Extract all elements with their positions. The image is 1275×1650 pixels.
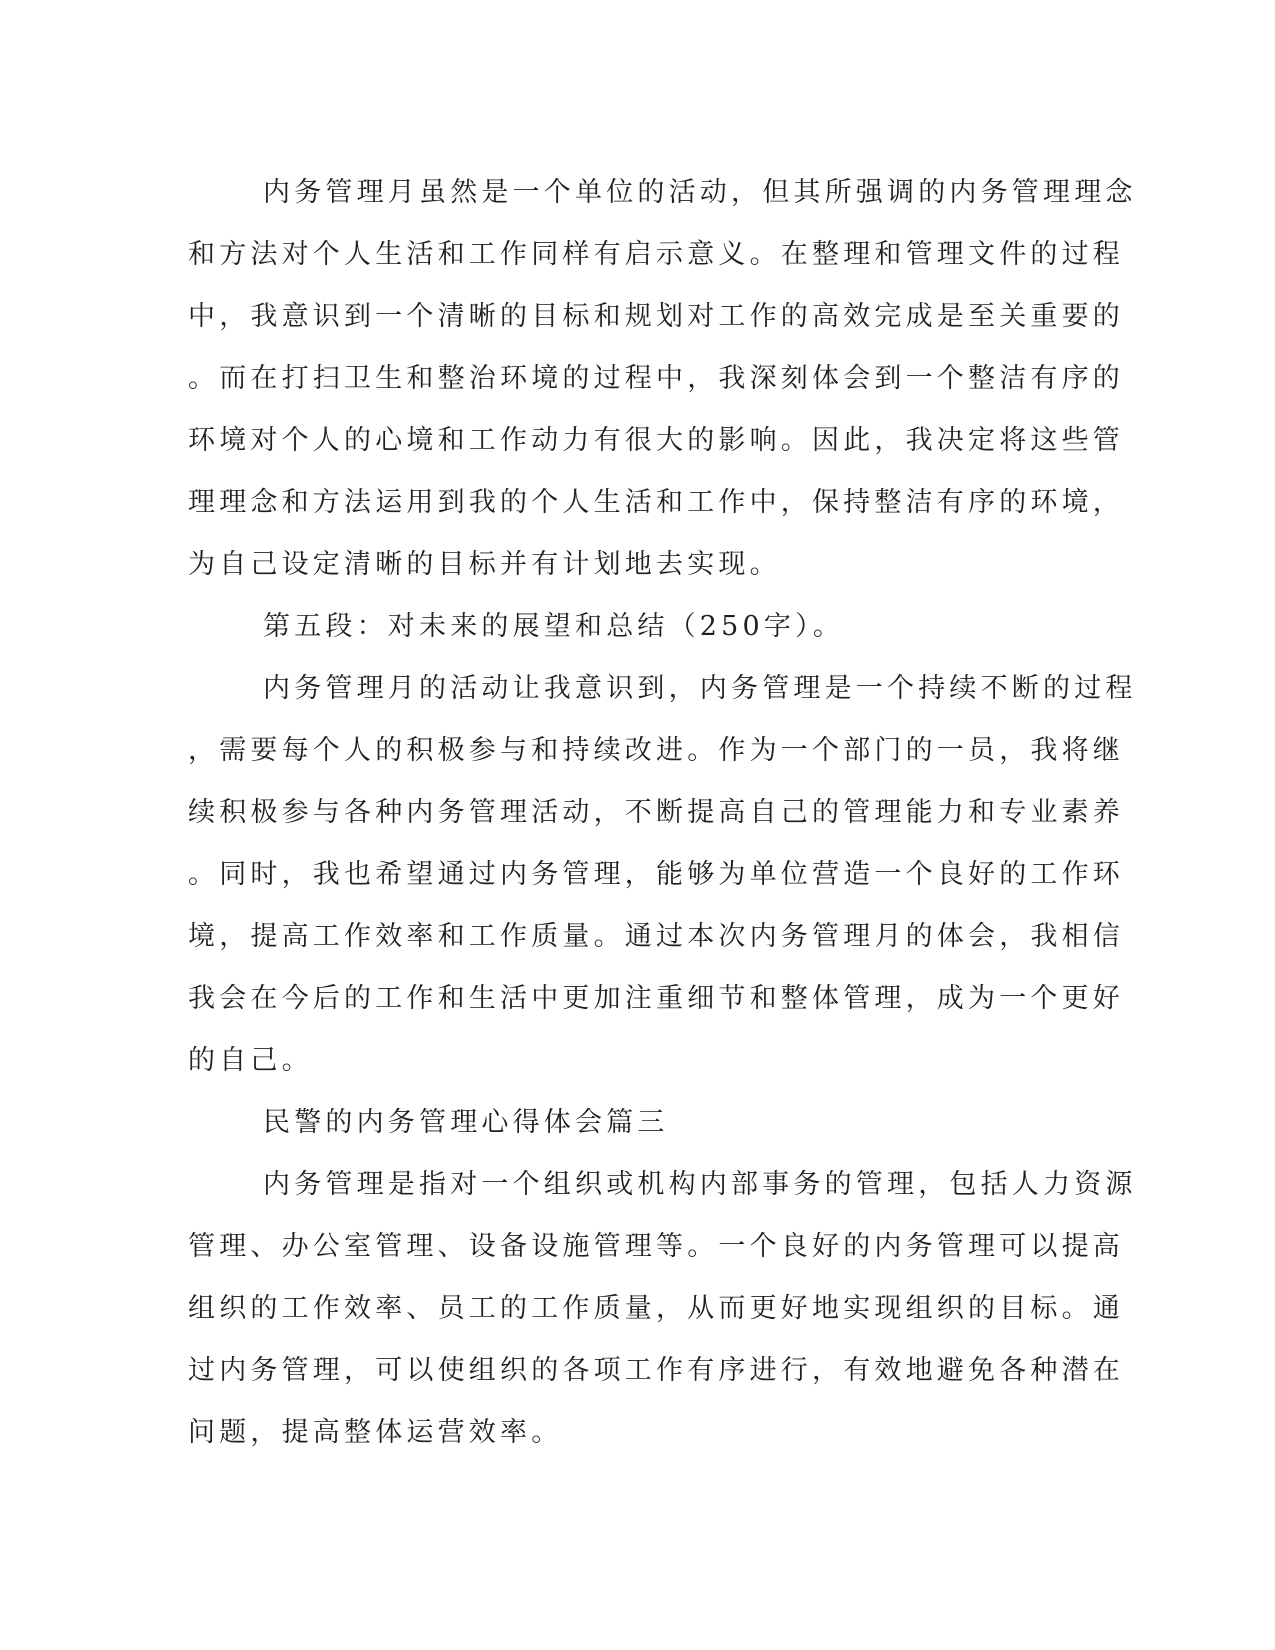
text-line: 境，提高工作效率和工作质量。通过本次内务管理月的体会，我相信	[188, 921, 1124, 952]
document-body	[188, 162, 1137, 1464]
text-line: 理理念和方法运用到我的个人生活和工作中，保持整洁有序的环境，	[188, 487, 1124, 518]
paragraph-2	[188, 658, 1137, 1092]
text-line: 环境对个人的心境和工作动力有很大的影响。因此，我决定将这些管	[188, 425, 1124, 456]
heading-line: 第五段：对未来的展望和总结（250字）。	[263, 611, 845, 642]
text-line: 内务管理是指对一个组织或机构内部事务的管理，包括人力资源	[263, 1169, 1137, 1200]
heading-line: 民警的内务管理心得体会篇三	[263, 1107, 669, 1138]
text-line: 内务管理月的活动让我意识到，内务管理是一个持续不断的过程	[263, 673, 1137, 704]
text-line: 中，我意识到一个清晰的目标和规划对工作的高效完成是至关重要的	[188, 301, 1124, 332]
text-line: 问题，提高整体运营效率。	[188, 1417, 563, 1448]
text-line: 组织的工作效率、员工的工作质量，从而更好地实现组织的目标。通	[188, 1293, 1124, 1324]
article-title	[188, 1092, 1072, 1154]
text-line: 内务管理月虽然是一个单位的活动，但其所强调的内务管理理念	[263, 177, 1137, 208]
text-line: 的自己。	[188, 1045, 313, 1076]
text-line: 管理、办公室管理、设备设施管理等。一个良好的内务管理可以提高	[188, 1231, 1124, 1262]
paragraph-3	[188, 1154, 1137, 1464]
text-line: 和方法对个人生活和工作同样有启示意义。在整理和管理文件的过程	[188, 239, 1124, 270]
section-heading-5	[188, 596, 1072, 658]
text-line: 续积极参与各种内务管理活动，不断提高自己的管理能力和专业素养	[188, 797, 1124, 828]
text-line: ，需要每个人的积极参与和持续改进。作为一个部门的一员，我将继	[188, 735, 1124, 766]
text-line: 为自己设定清晰的目标并有计划地去实现。	[188, 549, 781, 580]
text-line: 。而在打扫卫生和整治环境的过程中，我深刻体会到一个整洁有序的	[188, 363, 1124, 394]
text-line: 。同时，我也希望通过内务管理，能够为单位营造一个良好的工作环	[188, 859, 1124, 890]
text-line: 过内务管理，可以使组织的各项工作有序进行，有效地避免各种潜在	[188, 1355, 1124, 1386]
paragraph-1	[188, 162, 1137, 596]
text-line: 我会在今后的工作和生活中更加注重细节和整体管理，成为一个更好	[188, 983, 1124, 1014]
